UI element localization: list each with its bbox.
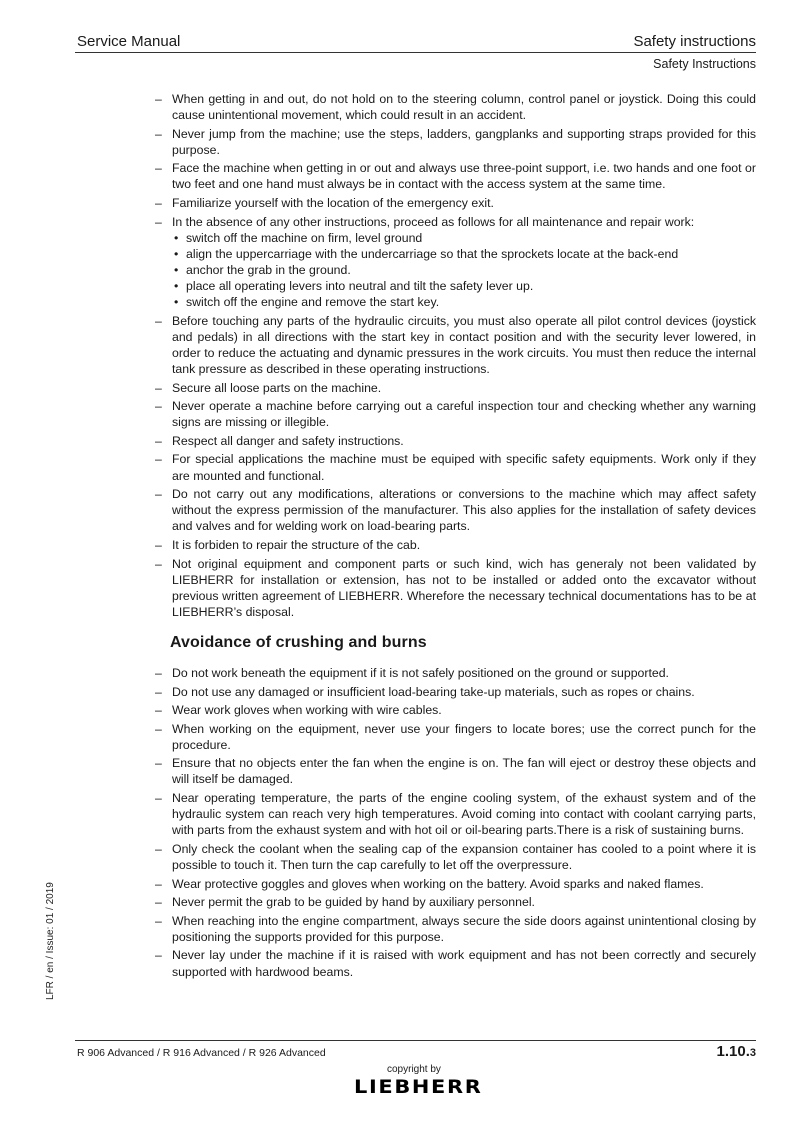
list-item-text: Never operate a machine before carrying out a careful inspection tour and checking whether any warning signs are missing or illegible. <box>172 399 756 430</box>
list-item <box>155 894 756 910</box>
list-item <box>155 214 756 311</box>
dash-bullet: – <box>155 556 162 571</box>
list-item-text: Ensure that no objects enter the fan when the engine is on. The fan will eject or destroy these objects and will itself be damaged. <box>172 756 756 787</box>
list-item <box>155 702 756 718</box>
list-item <box>155 790 756 838</box>
dash-bullet: – <box>155 684 162 699</box>
maintenance-steps <box>172 230 756 310</box>
list-item-text: Before touching any parts of the hydraulic circuits, you must also operate all pilot control devices (joystick and pedals) in all directions with the start key in contact position and with the security lever lowered, in order to reduce the actuating and dynamic pressures in the work circuits. You must then reduce the internal tank pressure as described in these operating instructions. <box>172 313 756 376</box>
header-section-title: Safety instructions <box>633 33 756 50</box>
header-rule <box>75 52 756 53</box>
list-item-text: Do not carry out any modifications, alterations or conversions to the machine which may affect safety without the express permission of the manufacturer. This also applies for the installation of safety devices and valves and for welding work on load-bearing parts. <box>172 487 756 534</box>
dash-bullet: – <box>155 841 162 856</box>
dash-bullet: – <box>155 399 162 414</box>
page-number-main: 1.10. <box>716 1043 750 1060</box>
main-content <box>155 91 756 982</box>
sub-list-item <box>172 262 756 278</box>
list-item-text: Near operating temperature, the parts of the engine cooling system, of the exhaust system and of the hydraulic system can reach very high temperatures. Avoid coming into contact with coolant carrying parts, with parts from the exhaust system and with hot oil or oil-bearing parts.There is a risk of sustaining burns. <box>172 791 756 838</box>
list-item <box>155 755 756 787</box>
instruction-list-1 <box>155 91 756 211</box>
sub-list-item-text: align the uppercarriage with the undercarriage so that the sprockets locate at the back-end <box>186 246 679 261</box>
list-item-text: Do not use any damaged or insufficient load-bearing take-up materials, such as ropes or chains. <box>172 684 695 699</box>
list-item-text: When getting in and out, do not hold on to the steering column, control panel or joystick. Doing this could cause unintentional movement, which could result in an accident. <box>172 92 756 123</box>
dot-bullet: • <box>174 279 179 294</box>
list-item <box>155 947 756 979</box>
list-item-text: It is forbiden to repair the structure of the cab. <box>172 537 421 552</box>
maintenance-intro: In the absence of any other instructions, proceed as follows for all maintenance and repair work: <box>172 214 695 229</box>
dot-bullet: • <box>174 262 179 277</box>
dash-bullet: – <box>155 537 162 552</box>
dash-bullet: – <box>155 791 162 806</box>
list-item <box>155 486 756 534</box>
instruction-list-3 <box>155 665 756 980</box>
list-item <box>155 91 756 123</box>
list-item <box>155 398 756 430</box>
footer-models: R 906 Advanced / R 916 Advanced / R 926 Advanced <box>77 1047 326 1059</box>
sub-list-item <box>172 294 756 310</box>
list-item <box>155 841 756 873</box>
list-item <box>155 160 756 192</box>
dash-bullet: – <box>155 196 162 211</box>
dash-bullet: – <box>155 452 162 467</box>
page-number <box>717 1043 757 1060</box>
issue-note: LFR / en / Issue: 01 / 2019 <box>45 882 56 1000</box>
list-item <box>155 433 756 449</box>
dot-bullet: • <box>174 230 179 245</box>
list-item-text: When reaching into the engine compartment, always secure the side doors against unintentional closing by positioning the supports provided for this purpose. <box>172 913 756 944</box>
dash-bullet: – <box>155 126 162 141</box>
copyright-text: copyright by <box>387 1064 441 1075</box>
list-item <box>155 684 756 700</box>
list-item-text: Familiarize yourself with the location of the emergency exit. <box>172 196 494 211</box>
sub-list-item <box>172 246 756 262</box>
sub-list-item <box>172 230 756 246</box>
dash-bullet: – <box>155 313 162 328</box>
dash-bullet: – <box>155 895 162 910</box>
list-item-text: Not original equipment and component parts or such kind, wich has generaly not been validated by LIEBHERR for installation or extension, has not to be installed or added onto the excavator without previous written agreement of LIEBHERR. Wherefore the necessary technical documentations has to be at LIEBHERR’s disposal. <box>172 556 756 619</box>
list-item <box>155 451 756 483</box>
sub-list-item <box>172 278 756 294</box>
dash-bullet: – <box>155 876 162 891</box>
list-item-text: Face the machine when getting in or out and always use three-point support, i.e. two hands and one foot or two feet and one hand must always be in contact with the access system at the same time. <box>172 161 756 192</box>
list-item <box>155 380 756 396</box>
maintenance-list <box>155 214 756 311</box>
dash-bullet: – <box>155 913 162 928</box>
list-item-text: Never permit the grab to be guided by hand by auxiliary personnel. <box>172 895 535 910</box>
list-item <box>155 665 756 681</box>
list-item <box>155 313 756 377</box>
list-item <box>155 126 756 158</box>
list-item-text: Secure all loose parts on the machine. <box>172 380 382 395</box>
brand-logo: LIEBHERR <box>354 1076 483 1098</box>
list-item <box>155 537 756 553</box>
footer-rule <box>75 1040 756 1041</box>
sub-list-item-text: switch off the engine and remove the start key. <box>186 295 440 310</box>
list-item-text: Respect all danger and safety instructions. <box>172 433 404 448</box>
list-item <box>155 913 756 945</box>
list-item-text: When working on the equipment, never use your fingers to locate bores; use the correct punch for the procedure. <box>172 721 756 752</box>
list-item <box>155 556 756 620</box>
dash-bullet: – <box>155 380 162 395</box>
dash-bullet: – <box>155 703 162 718</box>
list-item <box>155 876 756 892</box>
dash-bullet: – <box>155 92 162 106</box>
list-item-text: Wear work gloves when working with wire cables. <box>172 703 442 718</box>
list-item-text: Only check the coolant when the sealing cap of the expansion container has cooled to a point where it is possible to touch it. Then turn the cap carefully to let off the overpressure. <box>172 841 756 872</box>
list-item-text: Never jump from the machine; use the steps, ladders, gangplanks and supporting straps provided for this purpose. <box>172 126 756 157</box>
dash-bullet: – <box>155 721 162 736</box>
dot-bullet: • <box>174 246 179 261</box>
sub-list-item-text: place all operating levers into neutral and tilt the safety lever up. <box>186 279 534 294</box>
dash-bullet: – <box>155 433 162 448</box>
dash-bullet: – <box>155 665 162 680</box>
header-manual-label: Service Manual <box>77 33 181 50</box>
dash-bullet: – <box>155 948 162 963</box>
list-item <box>155 721 756 753</box>
sub-list-item-text: anchor the grab in the ground. <box>186 262 351 277</box>
page-number-sub: 3 <box>749 1047 756 1059</box>
section-heading: Avoidance of crushing and burns <box>170 633 427 651</box>
dash-bullet: – <box>155 487 162 502</box>
dash-bullet: – <box>155 161 162 176</box>
list-item <box>155 195 756 211</box>
list-item-text: Do not work beneath the equipment if it is not safely positioned on the ground or supported. <box>172 665 669 680</box>
list-item-text: Wear protective goggles and gloves when working on the battery. Avoid sparks and naked flames. <box>172 876 704 891</box>
list-item-text: For special applications the machine must be equiped with specific safety equipments. Work only if they are mounted and functional. <box>172 452 756 483</box>
dash-bullet: – <box>155 214 162 229</box>
dot-bullet: • <box>174 295 179 310</box>
dash-bullet: – <box>155 756 162 771</box>
header-subsection-title: Safety Instructions <box>653 57 756 71</box>
sub-list-item-text: switch off the machine on firm, level ground <box>186 230 423 245</box>
list-item-text: Never lay under the machine if it is raised with work equipment and has not been correctly and securely supported with hardwood beams. <box>172 948 756 979</box>
instruction-list-2 <box>155 313 756 620</box>
